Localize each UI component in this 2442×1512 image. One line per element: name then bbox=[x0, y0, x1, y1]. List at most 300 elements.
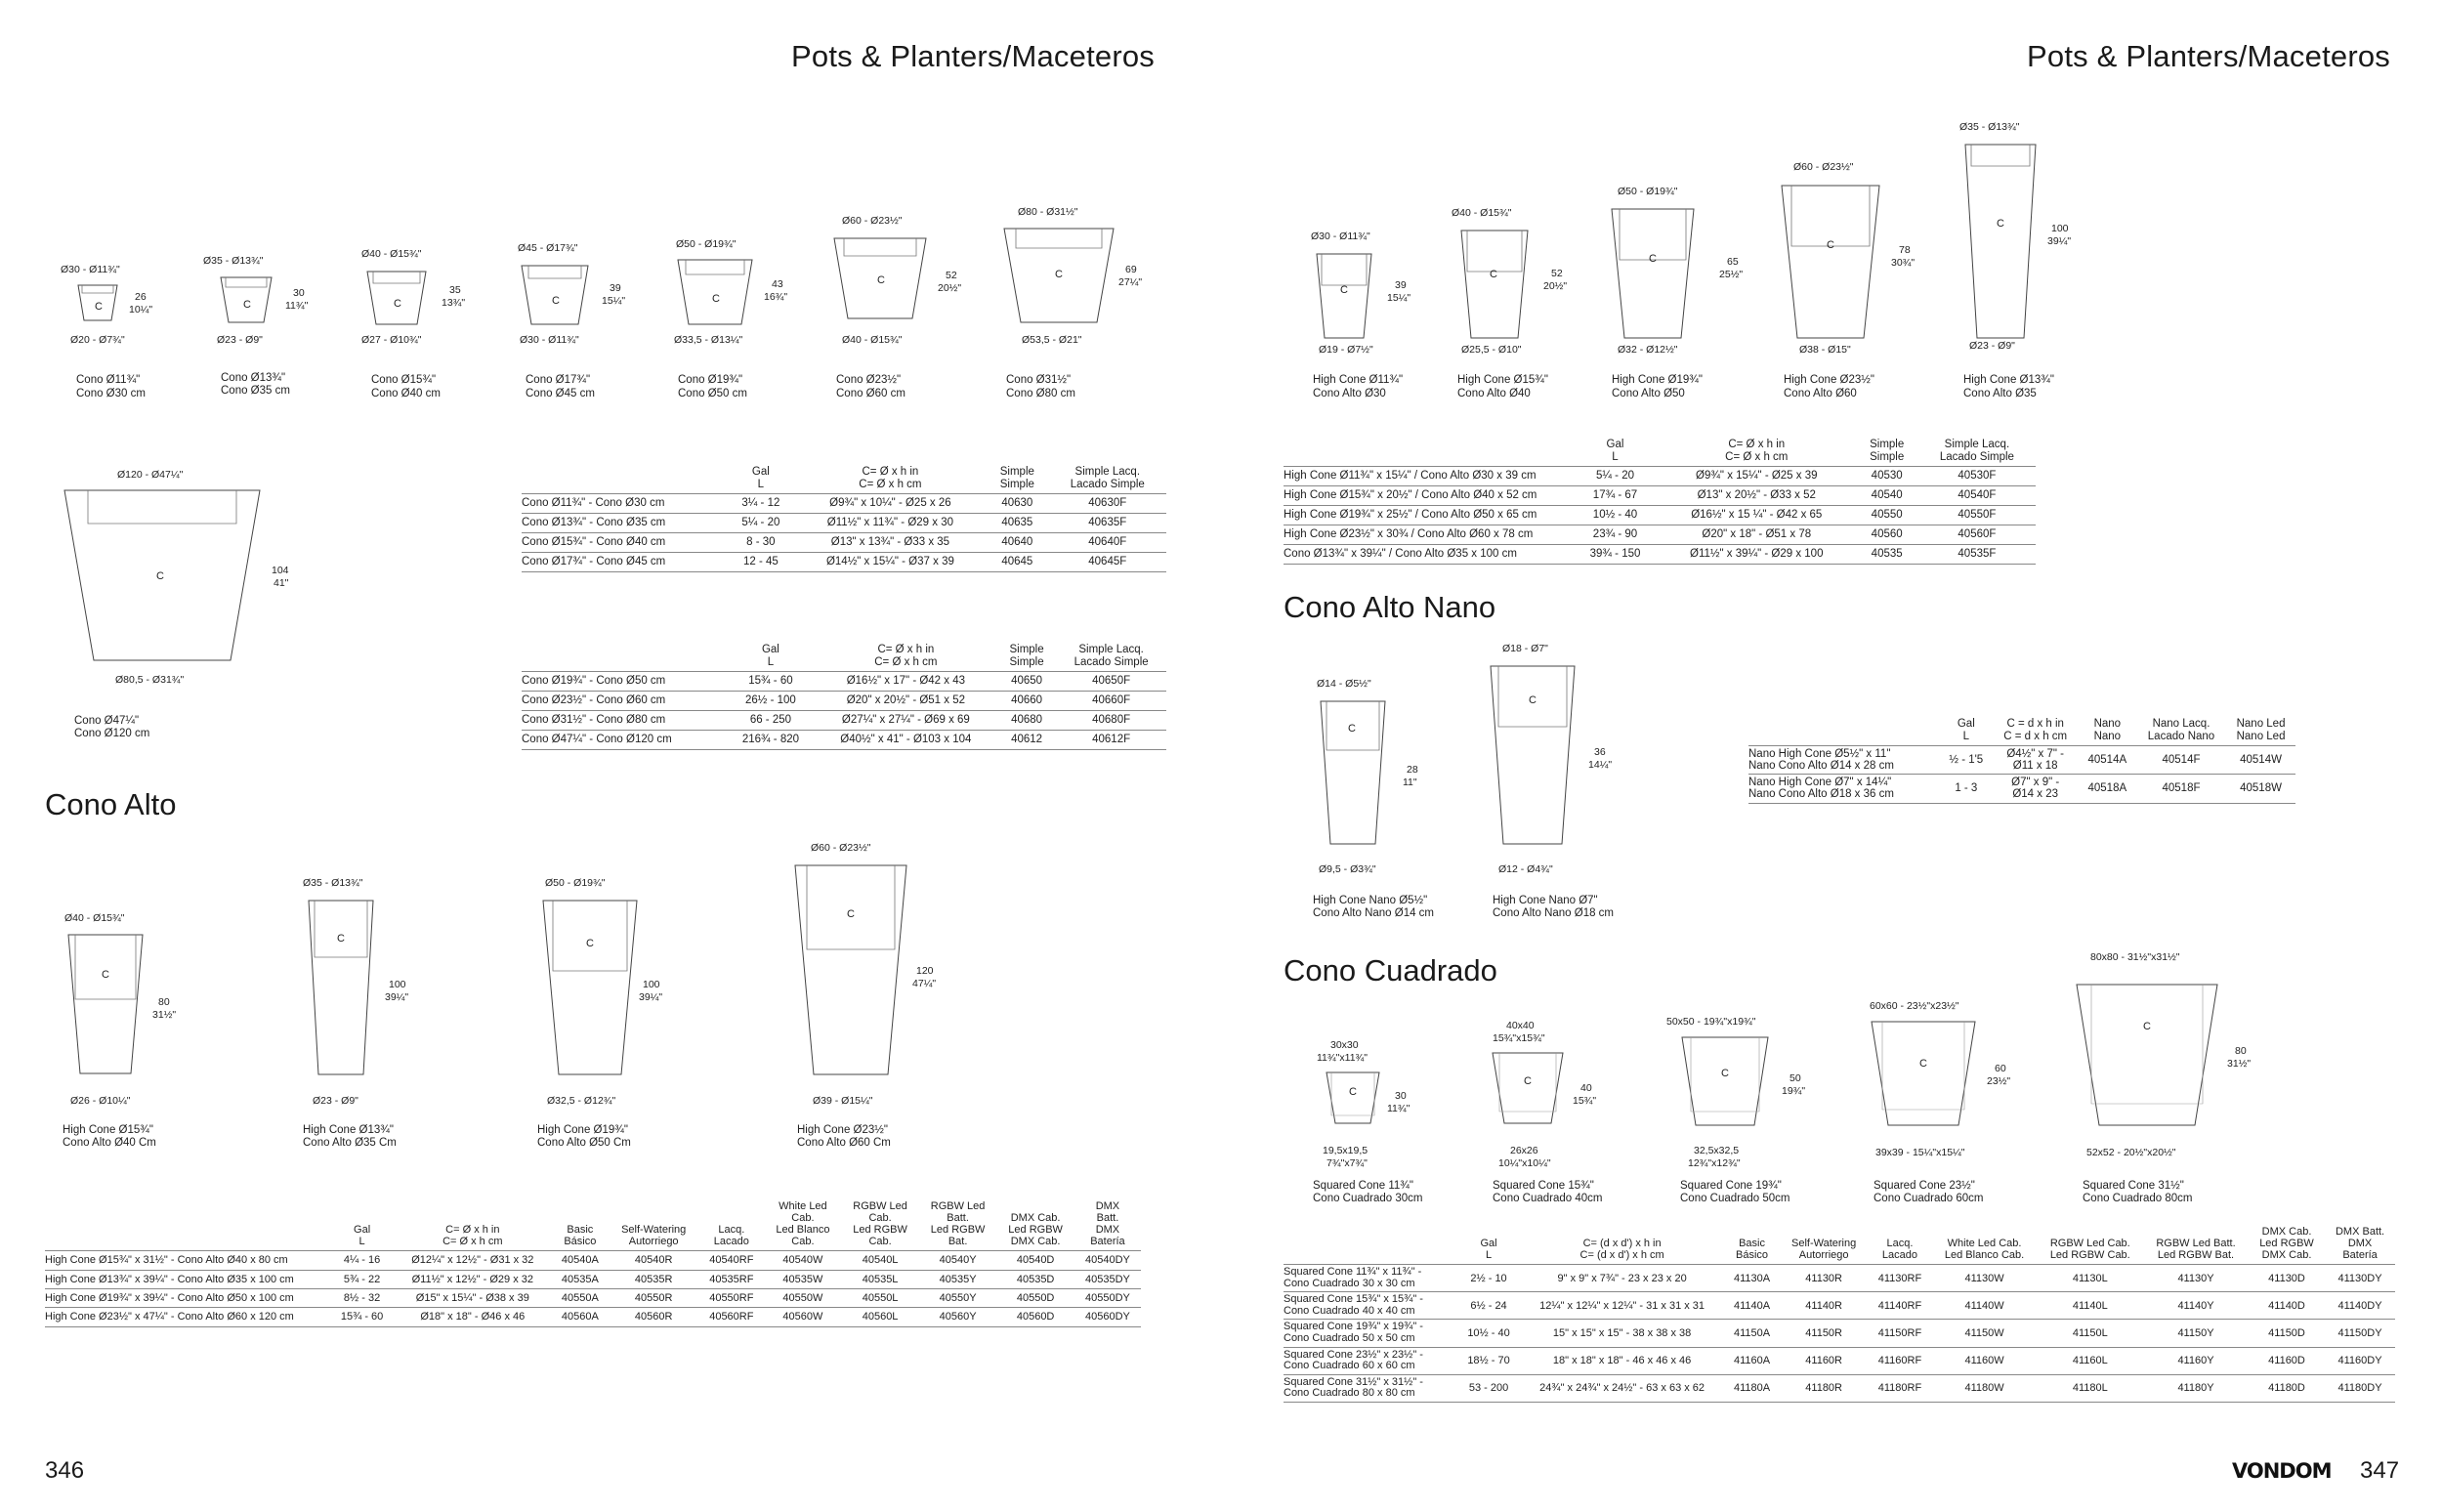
cell: 40645F bbox=[1049, 553, 1166, 572]
pot-height-in: 39¼" bbox=[385, 991, 409, 1003]
cell: 40518W bbox=[2226, 775, 2295, 803]
cono-pot-40-drawing bbox=[365, 270, 428, 326]
cell: Ø11½" x 39¼" - Ø29 x 100 bbox=[1658, 545, 1856, 565]
cell: 40650 bbox=[997, 672, 1056, 692]
cell: 41180RF bbox=[1868, 1374, 1931, 1402]
svg-text:C: C bbox=[156, 570, 164, 582]
cell: 40535L bbox=[841, 1270, 919, 1288]
table-row bbox=[1284, 1292, 2395, 1320]
pot-height-in: 25½" bbox=[1719, 269, 1744, 280]
cell: 12¼" x 12¼" x 12¼" - 31 x 31 x 31 bbox=[1520, 1292, 1724, 1320]
col-header: Simple Simple bbox=[999, 466, 1034, 490]
pot-bottom-dim: Ø32,5 - Ø12¾" bbox=[547, 1095, 616, 1107]
cell: 41160A bbox=[1724, 1347, 1780, 1374]
nano-table bbox=[1748, 717, 2295, 804]
pot-caption-1: Squared Cone 31½" bbox=[2083, 1180, 2184, 1192]
cell: 41140W bbox=[1932, 1292, 2038, 1320]
table-row bbox=[45, 1270, 1141, 1288]
cell: 40550W bbox=[765, 1288, 842, 1307]
pot-height-cm: 80 bbox=[2235, 1045, 2247, 1057]
cell: Squared Cone 31½" x 31½" - Cono Cuadrado 80 x 80 cm bbox=[1284, 1374, 1457, 1402]
cono-table-2 bbox=[522, 643, 1166, 750]
cell: 41150A bbox=[1724, 1320, 1780, 1347]
svg-text:C: C bbox=[1055, 269, 1063, 280]
cono-pot-120-drawing bbox=[63, 488, 262, 662]
cell: 5¼ - 20 bbox=[1573, 467, 1658, 486]
col-header: White Led Cab. Led Blanco Cab. bbox=[1944, 1238, 2025, 1262]
pot-caption-1: High Cone Ø13¾" bbox=[1963, 374, 2054, 386]
cell: Cono Ø19¾" - Cono Ø50 cm bbox=[522, 672, 727, 692]
cell: 41150DY bbox=[2325, 1320, 2395, 1347]
pot-top-dim: Ø60 - Ø23½" bbox=[811, 842, 871, 854]
cell: 3¼ - 12 bbox=[727, 494, 795, 514]
col-header: Simple Lacq. Lacado Simple bbox=[1074, 644, 1149, 668]
col-header: C= (d x d') x h in C= (d x d') x h cm bbox=[1579, 1238, 1664, 1262]
pot-top-dim: Ø50 - Ø19¾" bbox=[1618, 186, 1678, 197]
svg-text:C: C bbox=[1529, 694, 1537, 706]
table-row bbox=[1284, 506, 2036, 525]
cell: 41160Y bbox=[2143, 1347, 2249, 1374]
pot-top-dim: Ø60 - Ø23½" bbox=[842, 215, 903, 227]
table-row bbox=[522, 692, 1166, 711]
cono-alto-table bbox=[45, 1199, 1141, 1327]
pot-height-cm: 104 bbox=[272, 565, 289, 576]
cell: 2½ - 10 bbox=[1457, 1265, 1520, 1292]
cell: 40535A bbox=[551, 1270, 609, 1288]
cell: 1 - 3 bbox=[1940, 775, 1993, 803]
col-header bbox=[522, 643, 727, 672]
cell: 40535W bbox=[765, 1270, 842, 1288]
pot-top-dim: 50x50 - 19¾"x19¾" bbox=[1666, 1016, 1756, 1028]
pot-caption-1: High Cone Ø23½" bbox=[1784, 374, 1874, 386]
pot-top-dim: Ø45 - Ø17¾" bbox=[518, 242, 578, 254]
pot-bottom-dim: 19,5x19,5 bbox=[1323, 1145, 1368, 1156]
pot-bottom-dim: Ø38 - Ø15" bbox=[1799, 344, 1851, 356]
pot-height-in: 10¼" bbox=[129, 304, 153, 315]
col-header: C = d x h in C = d x h cm bbox=[2003, 718, 2068, 742]
cell: 41150D bbox=[2249, 1320, 2325, 1347]
cell: 40612F bbox=[1056, 731, 1166, 750]
cell: Nano High Cone Ø5½" x 11" Nano Cono Alto Ø14 x 28 cm bbox=[1748, 746, 1940, 775]
pot-height-cm: 35 bbox=[449, 284, 461, 296]
col-header: Gal L bbox=[751, 466, 770, 490]
col-header: Gal L bbox=[1957, 718, 1975, 742]
svg-text:C: C bbox=[95, 301, 103, 313]
cell: 40535F bbox=[1918, 545, 2036, 565]
high-cone-35-drawing bbox=[307, 899, 375, 1076]
cell: 40550RF bbox=[698, 1288, 764, 1307]
cell: 41180L bbox=[2038, 1374, 2144, 1402]
cell: 41130DY bbox=[2325, 1265, 2395, 1292]
pot-caption-2: Cono Alto Ø60 bbox=[1784, 388, 1857, 399]
cell: 40560W bbox=[765, 1308, 842, 1326]
cell: 40550DY bbox=[1074, 1288, 1141, 1307]
table-row bbox=[1284, 1320, 2395, 1347]
table-row bbox=[1284, 525, 2036, 545]
nano-cone-18-drawing bbox=[1489, 664, 1577, 846]
pot-height-cm: 39 bbox=[610, 282, 621, 294]
cell: 40535 bbox=[1856, 545, 1918, 565]
cell: 40560RF bbox=[698, 1308, 764, 1326]
cell: Cono Ø15¾" - Cono Ø40 cm bbox=[522, 533, 727, 553]
pot-top-dim-in: 11¾"x11¾" bbox=[1317, 1052, 1368, 1064]
cell: 26½ - 100 bbox=[727, 692, 815, 711]
pot-caption-2: Cono Alto Ø35 Cm bbox=[303, 1137, 397, 1149]
cell: 41180D bbox=[2249, 1374, 2325, 1402]
cell: Ø11½" x 12½" - Ø29 x 32 bbox=[394, 1270, 551, 1288]
cell: 5¼ - 20 bbox=[727, 514, 795, 533]
col-header bbox=[45, 1199, 330, 1251]
cell: 41160L bbox=[2038, 1347, 2144, 1374]
svg-text:C: C bbox=[243, 299, 251, 311]
pot-height-in: 11¾" bbox=[285, 300, 309, 312]
col-header: Lacq. Lacado bbox=[1881, 1238, 1918, 1262]
pot-caption-1: High Cone Ø15¾" bbox=[63, 1124, 153, 1136]
pot-caption-1: Squared Cone 23½" bbox=[1874, 1180, 1975, 1192]
cell: 10½ - 40 bbox=[1457, 1320, 1520, 1347]
cell: 17¾ - 67 bbox=[1573, 486, 1658, 506]
pot-bottom-dim: Ø23 - Ø9" bbox=[217, 334, 263, 346]
cell: 41140R bbox=[1780, 1292, 1868, 1320]
col-header: C= Ø x h in C= Ø x h cm bbox=[1725, 439, 1789, 463]
pot-top-dim: Ø60 - Ø23½" bbox=[1793, 161, 1854, 173]
cell: 4¼ - 16 bbox=[330, 1251, 394, 1270]
col-header: Simple Lacq. Lacado Simple bbox=[1939, 439, 2014, 463]
cell: 40540D bbox=[996, 1251, 1074, 1270]
cell: 40660F bbox=[1056, 692, 1166, 711]
cell: 6½ - 24 bbox=[1457, 1292, 1520, 1320]
cell: ½ - 1'5 bbox=[1940, 746, 1993, 775]
col-header: Nano Led Nano Led bbox=[2236, 718, 2286, 742]
cell: 40560DY bbox=[1074, 1308, 1141, 1326]
svg-text:C: C bbox=[1349, 1086, 1357, 1098]
pot-caption-2: Cono Alto Nano Ø18 cm bbox=[1493, 907, 1615, 919]
cell: Cono Ø31½" - Cono Ø80 cm bbox=[522, 711, 727, 731]
pot-top-dim: 60x60 - 23½"x23½" bbox=[1870, 1000, 1959, 1012]
cono-cuadrado-title: Cono Cuadrado bbox=[1284, 953, 1497, 987]
pot-caption-1: Squared Cone 15¾" bbox=[1493, 1180, 1594, 1192]
pot-height-in: 15¼" bbox=[1387, 292, 1411, 304]
pot-caption-1: Squared Cone 19¾" bbox=[1680, 1180, 1782, 1192]
svg-text:C: C bbox=[1997, 218, 2004, 230]
pot-caption-1: Cono Ø15¾" bbox=[371, 374, 437, 386]
pot-caption-1: Cono Ø13¾" bbox=[221, 372, 286, 384]
svg-text:C: C bbox=[2143, 1021, 2151, 1032]
pot-caption-1: High Cone Ø19¾" bbox=[537, 1124, 628, 1136]
pot-height-cm: 43 bbox=[772, 278, 783, 290]
cell: 40550D bbox=[996, 1288, 1074, 1307]
cell: Cono Ø23½" - Cono Ø60 cm bbox=[522, 692, 727, 711]
cell: Ø12¼" x 12½" - Ø31 x 32 bbox=[394, 1251, 551, 1270]
pot-height-cm: 100 bbox=[2051, 223, 2069, 234]
pot-top-dim: 40x40 bbox=[1506, 1020, 1535, 1031]
cell: 15" x 15" x 15" - 38 x 38 x 38 bbox=[1520, 1320, 1724, 1347]
high-cone-40b-drawing bbox=[1459, 229, 1530, 340]
pot-caption-2: Cono Ø30 cm bbox=[76, 388, 146, 399]
pot-bottom-dim: 32,5x32,5 bbox=[1694, 1145, 1740, 1156]
pot-height-in: 13¾" bbox=[442, 297, 466, 309]
col-header bbox=[1748, 717, 1940, 746]
cell: 40560Y bbox=[919, 1308, 997, 1326]
pot-top-dim-in: 15¾"x15¾" bbox=[1493, 1032, 1545, 1044]
cell: 53 - 200 bbox=[1457, 1374, 1520, 1402]
cell: Ø4½" x 7" - Ø11 x 18 bbox=[1993, 746, 2079, 775]
pot-height-in: 30¾" bbox=[1891, 257, 1916, 269]
cell: 41180A bbox=[1724, 1374, 1780, 1402]
cell: Squared Cone 15¾" x 15¾" - Cono Cuadrado 40 x 40 cm bbox=[1284, 1292, 1457, 1320]
pot-height-in: 20½" bbox=[938, 282, 962, 294]
cono-pot-45-drawing bbox=[520, 264, 590, 326]
table-row bbox=[45, 1251, 1141, 1270]
col-header: RGBW Led Cab. Led RGBW Cab. bbox=[2049, 1238, 2130, 1262]
nano-cone-14-drawing bbox=[1319, 699, 1387, 846]
pot-caption-1: Cono Ø31½" bbox=[1006, 374, 1072, 386]
pot-caption-1: Cono Ø11¾" bbox=[76, 374, 141, 386]
pot-bottom-dim: Ø30 - Ø11¾" bbox=[520, 334, 579, 346]
cell: High Cone Ø23½" x 30¾ / Cono Alto Ø60 x 78 cm bbox=[1284, 525, 1573, 545]
cell: 40550Y bbox=[919, 1288, 997, 1307]
svg-text:C: C bbox=[1721, 1068, 1729, 1079]
cell: 12 - 45 bbox=[727, 553, 795, 572]
pot-bottom-dim: Ø9,5 - Ø3¾" bbox=[1319, 863, 1376, 875]
pot-bottom-dim: Ø33,5 - Ø13¼" bbox=[674, 334, 743, 346]
pot-top-dim: Ø35 - Ø13¾" bbox=[1959, 121, 2020, 133]
pot-bottom-dim: Ø20 - Ø7¾" bbox=[70, 334, 125, 346]
cell: 41130R bbox=[1780, 1265, 1868, 1292]
pot-top-dim: Ø80 - Ø31½" bbox=[1018, 206, 1078, 218]
pot-caption-2: Cono Alto Ø60 Cm bbox=[797, 1137, 891, 1149]
cell: 40540DY bbox=[1074, 1251, 1141, 1270]
cell: 40680 bbox=[997, 711, 1056, 731]
col-header: DMX Batt. DMX Batería bbox=[1090, 1200, 1125, 1248]
pot-caption-2: Cono Ø50 cm bbox=[678, 388, 747, 399]
cell: 40560R bbox=[609, 1308, 698, 1326]
cell: 40540RF bbox=[698, 1251, 764, 1270]
high-cone-60-drawing bbox=[793, 863, 908, 1076]
col-header: DMX Cab. Led RGBW DMX Cab. bbox=[2259, 1226, 2314, 1262]
cell: High Cone Ø23½" x 47¼" - Cono Alto Ø60 x 120 cm bbox=[45, 1308, 330, 1326]
pot-top-dim: Ø40 - Ø15¾" bbox=[1452, 207, 1512, 219]
col-header: RGBW Led Batt. Led RGBW Bat. bbox=[2156, 1238, 2236, 1262]
col-header: Simple Lacq. Lacado Simple bbox=[1070, 466, 1145, 490]
pot-caption-2: Cono Cuadrado 40cm bbox=[1493, 1193, 1603, 1204]
col-header bbox=[1284, 1225, 1457, 1265]
pot-caption-2: Cono Ø60 cm bbox=[836, 388, 905, 399]
cell: 40540R bbox=[609, 1251, 698, 1270]
col-header bbox=[522, 465, 727, 494]
pot-height-in: 19¾" bbox=[1782, 1085, 1806, 1097]
col-header: C= Ø x h in C= Ø x h cm bbox=[859, 466, 922, 490]
cell: 41160W bbox=[1932, 1347, 2038, 1374]
pot-bottom-dim: Ø23 - Ø9" bbox=[313, 1095, 358, 1107]
table-row bbox=[1748, 746, 2295, 775]
cell: 40612 bbox=[997, 731, 1056, 750]
cono-table-1 bbox=[522, 465, 1166, 572]
pot-height-in: 20½" bbox=[1543, 280, 1568, 292]
pot-bottom-dim: 52x52 - 20½"x20½" bbox=[2086, 1147, 2176, 1158]
pot-height-in: 11" bbox=[1403, 777, 1417, 788]
cell: 40518A bbox=[2079, 775, 2136, 803]
right-page-header: Pots & Planters/Maceteros bbox=[2027, 39, 2390, 73]
table-row bbox=[1284, 486, 2036, 506]
pot-caption-1: High Cone Ø19¾" bbox=[1612, 374, 1703, 386]
high-cone-50-drawing bbox=[541, 899, 639, 1076]
high-cone-40-drawing bbox=[66, 933, 145, 1075]
cell: Ø14½" x 15¼" - Ø37 x 39 bbox=[795, 553, 986, 572]
col-header: Basic Básico bbox=[564, 1224, 597, 1248]
col-header bbox=[1284, 438, 1573, 467]
pot-caption-2: Cono Alto Ø40 Cm bbox=[63, 1137, 156, 1149]
cell: 24¾" x 24¾" x 24½" - 63 x 63 x 62 bbox=[1520, 1374, 1724, 1402]
cell: 41180R bbox=[1780, 1374, 1868, 1402]
pot-height-cm: 39 bbox=[1395, 279, 1407, 291]
cell: Ø16½" x 15 ¼" - Ø42 x 65 bbox=[1658, 506, 1856, 525]
pot-bottom-dim: Ø39 - Ø15¼" bbox=[813, 1095, 873, 1107]
cell: 41140A bbox=[1724, 1292, 1780, 1320]
pot-caption-1: High Cone Ø15¾" bbox=[1457, 374, 1548, 386]
col-header: Basic Básico bbox=[1736, 1238, 1769, 1262]
cell: 41130A bbox=[1724, 1265, 1780, 1292]
pot-height-cm: 100 bbox=[389, 979, 406, 990]
cell: 40535RF bbox=[698, 1270, 764, 1288]
cell: 9" x 9" x 7¾" - 23 x 23 x 20 bbox=[1520, 1265, 1724, 1292]
pot-caption-2: Cono Ø120 cm bbox=[74, 728, 150, 739]
cell: 41180W bbox=[1932, 1374, 2038, 1402]
pot-bottom-dim: 26x26 bbox=[1510, 1145, 1538, 1156]
pot-caption-2: Cono Ø80 cm bbox=[1006, 388, 1075, 399]
cell: 40535DY bbox=[1074, 1270, 1141, 1288]
cell: 40550A bbox=[551, 1288, 609, 1307]
cell: 41130W bbox=[1932, 1265, 2038, 1292]
cell: 41180Y bbox=[2143, 1374, 2249, 1402]
cell: 41160D bbox=[2249, 1347, 2325, 1374]
pot-height-in: 39¼" bbox=[639, 991, 663, 1003]
svg-text:C: C bbox=[1340, 284, 1348, 296]
pot-caption-2: Cono Alto Nano Ø14 cm bbox=[1313, 907, 1435, 919]
cell: Ø20" x 18" - Ø51 x 78 bbox=[1658, 525, 1856, 545]
high-cone-35b-drawing bbox=[1963, 143, 2038, 340]
cell: 40560 bbox=[1856, 525, 1918, 545]
pot-height-cm: 36 bbox=[1594, 746, 1606, 758]
cell: 40645 bbox=[986, 553, 1048, 572]
high-cone-table bbox=[1284, 438, 2036, 565]
pot-caption-2: Cono Cuadrado 60cm bbox=[1874, 1193, 1984, 1204]
pot-bottom-dim: Ø53,5 - Ø21" bbox=[1022, 334, 1082, 346]
squared-cone-60-drawing bbox=[1870, 1020, 1977, 1127]
col-header: RGBW Led Cab. Led RGBW Cab. bbox=[853, 1200, 907, 1248]
pot-bottom-dim: 39x39 - 15¼"x15¼" bbox=[1875, 1147, 1965, 1158]
col-header: Lacq. Lacado bbox=[713, 1224, 749, 1248]
pot-caption-2: Cono Ø40 cm bbox=[371, 388, 441, 399]
cell: Ø40½" x 41" - Ø103 x 104 bbox=[815, 731, 997, 750]
table-row bbox=[1748, 775, 2295, 803]
cell: 40514F bbox=[2136, 746, 2226, 775]
pot-height-in: 39¼" bbox=[2047, 235, 2072, 247]
pot-caption-2: Cono Alto Ø30 bbox=[1313, 388, 1386, 399]
pot-height-in: 31½" bbox=[152, 1009, 177, 1021]
pot-top-dim: 80x80 - 31½"x31½" bbox=[2090, 951, 2180, 963]
col-header: Nano Nano bbox=[2093, 718, 2122, 742]
svg-text:C: C bbox=[847, 908, 855, 920]
table-row bbox=[1284, 1374, 2395, 1402]
squared-cone-30-drawing bbox=[1325, 1071, 1381, 1125]
pot-caption-1: High Cone Ø13¾" bbox=[303, 1124, 394, 1136]
cell: Squared Cone 19¾" x 19¾" - Cono Cuadrado 50 x 50 cm bbox=[1284, 1320, 1457, 1347]
col-header: Self-Watering Autorriego bbox=[621, 1224, 687, 1248]
pot-height-in: 11¾" bbox=[1387, 1103, 1410, 1114]
svg-text:C: C bbox=[1827, 239, 1834, 251]
cell: 40514A bbox=[2079, 746, 2136, 775]
cell: Ø11½" x 11¾" - Ø29 x 30 bbox=[795, 514, 986, 533]
svg-text:C: C bbox=[102, 969, 109, 981]
cell: 40560D bbox=[996, 1308, 1074, 1326]
cell: Cono Ø17¾" - Cono Ø45 cm bbox=[522, 553, 727, 572]
vondom-logo: VONDOM bbox=[2232, 1459, 2332, 1483]
left-page-header: Pots & Planters/Maceteros bbox=[791, 39, 1155, 73]
col-header: C= Ø x h in C= Ø x h cm bbox=[442, 1224, 503, 1248]
cell: 41160R bbox=[1780, 1347, 1868, 1374]
pot-height-cm: 28 bbox=[1407, 764, 1418, 776]
col-header: Gal L bbox=[761, 644, 779, 668]
table-row bbox=[522, 494, 1166, 514]
high-cone-50b-drawing bbox=[1610, 207, 1696, 340]
cell: 41130L bbox=[2038, 1265, 2144, 1292]
cono-alto-nano-title: Cono Alto Nano bbox=[1284, 590, 1496, 624]
pot-height-in: 27¼" bbox=[1118, 276, 1143, 288]
cell: 40635 bbox=[986, 514, 1048, 533]
cell: 40540A bbox=[551, 1251, 609, 1270]
cell: 66 - 250 bbox=[727, 711, 815, 731]
cell: 40540L bbox=[841, 1251, 919, 1270]
cell: 41150W bbox=[1932, 1320, 2038, 1347]
cell: 10½ - 40 bbox=[1573, 506, 1658, 525]
pot-bottom-dim: Ø27 - Ø10¾" bbox=[361, 334, 422, 346]
pot-caption-2: Cono Ø35 cm bbox=[221, 385, 290, 397]
pot-height-cm: 26 bbox=[135, 291, 147, 303]
pot-height-in: 41" bbox=[274, 577, 289, 589]
cell: 40518F bbox=[2136, 775, 2226, 803]
pot-bottom-dim-in: 7¾"x7¾" bbox=[1326, 1157, 1368, 1169]
pot-height-cm: 78 bbox=[1899, 244, 1911, 256]
svg-text:C: C bbox=[877, 274, 885, 286]
cell: 41160RF bbox=[1868, 1347, 1931, 1374]
pot-height-cm: 50 bbox=[1789, 1072, 1801, 1084]
cell: 40680F bbox=[1056, 711, 1166, 731]
pot-caption-2: Cono Alto Ø40 bbox=[1457, 388, 1531, 399]
cell: 41130Y bbox=[2143, 1265, 2249, 1292]
pot-bottom-dim: Ø32 - Ø12½" bbox=[1618, 344, 1678, 356]
cell: 40535Y bbox=[919, 1270, 997, 1288]
pot-caption-2: Cono Alto Ø35 bbox=[1963, 388, 2037, 399]
cell: 41130RF bbox=[1868, 1265, 1931, 1292]
cell: 40635F bbox=[1049, 514, 1166, 533]
cell: 41140DY bbox=[2325, 1292, 2395, 1320]
cell: 41140Y bbox=[2143, 1292, 2249, 1320]
col-header: C= Ø x h in C= Ø x h cm bbox=[874, 644, 938, 668]
pot-top-dim: Ø120 - Ø47¼" bbox=[117, 469, 184, 481]
cono-pot-50-drawing bbox=[676, 258, 754, 326]
cell: 41140D bbox=[2249, 1292, 2325, 1320]
cell: 23¾ - 90 bbox=[1573, 525, 1658, 545]
cell: Squared Cone 23½" x 23½" - Cono Cuadrado 60 x 60 cm bbox=[1284, 1347, 1457, 1374]
cono-pot-35-drawing bbox=[219, 275, 274, 324]
table-row bbox=[1284, 467, 2036, 486]
svg-text:C: C bbox=[394, 298, 401, 310]
cell: 15¾ - 60 bbox=[330, 1308, 394, 1326]
cell: 40514W bbox=[2226, 746, 2295, 775]
svg-text:C: C bbox=[1490, 269, 1497, 280]
cell: 40540W bbox=[765, 1251, 842, 1270]
